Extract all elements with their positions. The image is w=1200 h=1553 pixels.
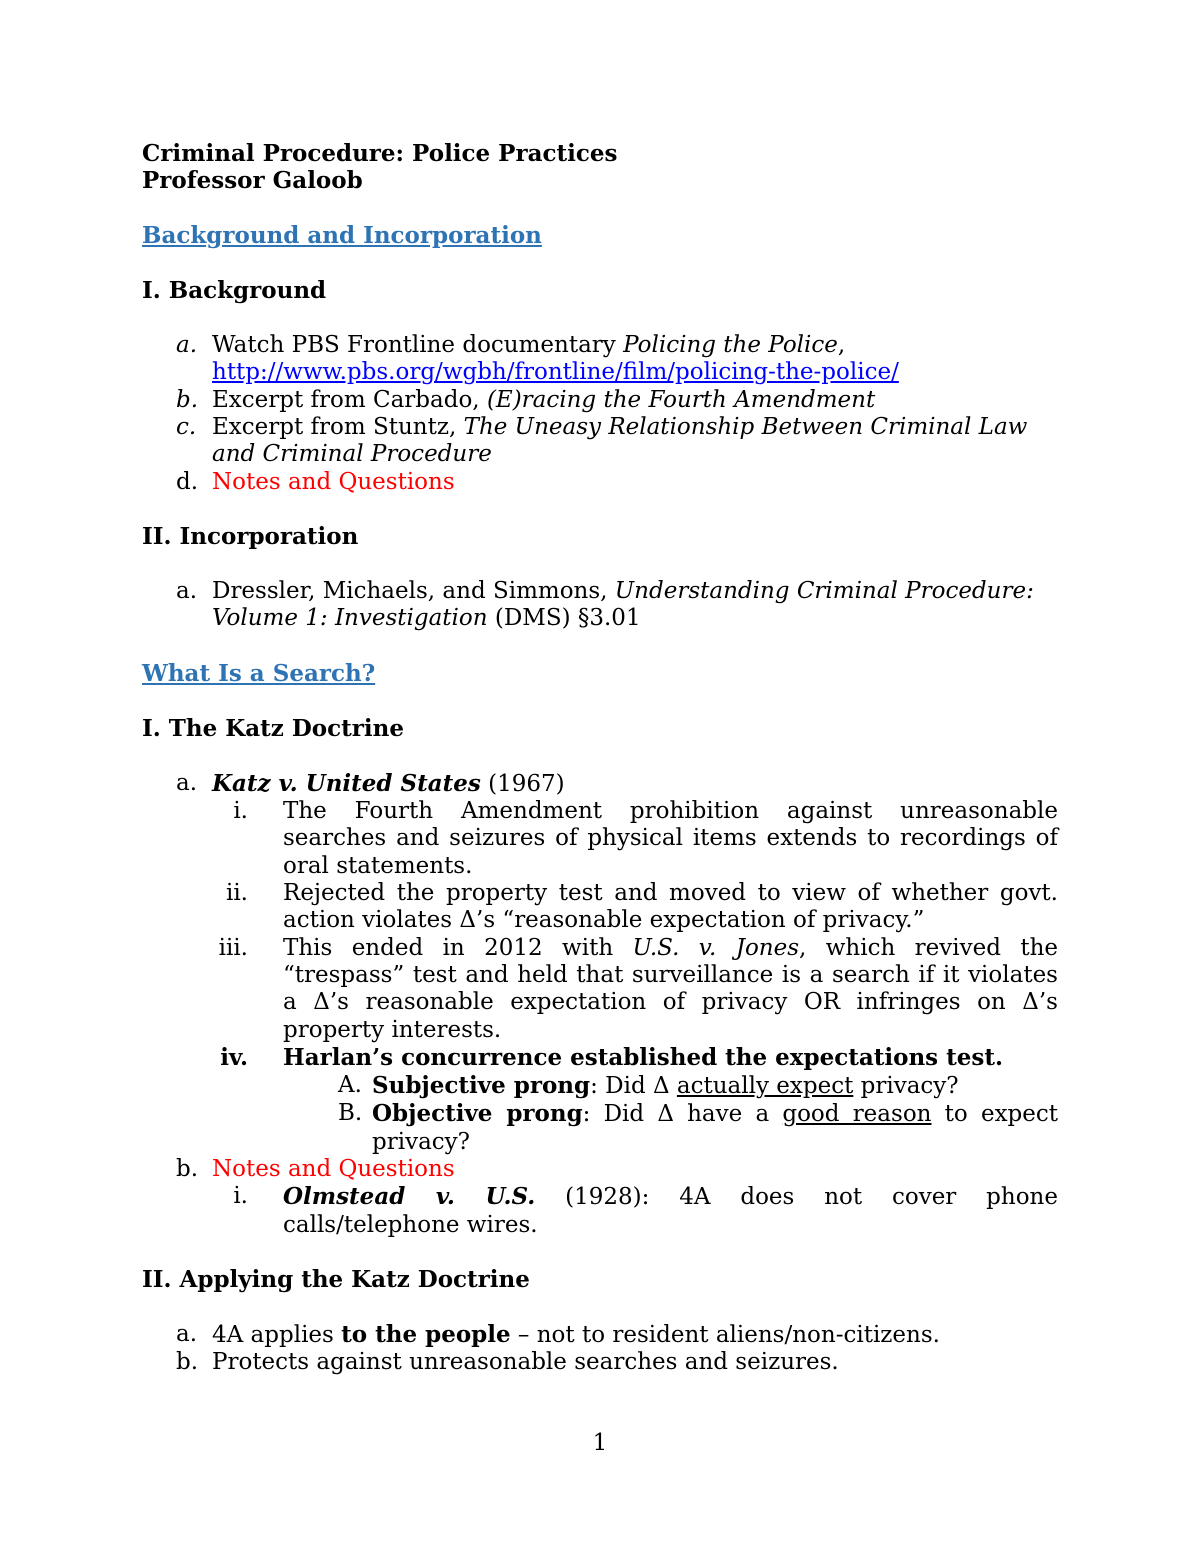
part-title-background: I. Background [142, 277, 327, 305]
list-marker: b. [176, 1155, 199, 1182]
list-item [142, 469, 1058, 496]
sub-list-item [142, 880, 1058, 935]
item-text: Excerpt from Stuntz, [212, 413, 464, 440]
list-item [142, 1321, 1058, 1349]
list-item [142, 770, 1058, 798]
item-text: (1928): 4A does not cover phone calls/telephone wires. [283, 1184, 1058, 1238]
emphasis-bold: to the people [341, 1320, 511, 1348]
work-title: (E)racing the Fourth Amendment [486, 386, 876, 413]
part-title-katz: I. The Katz Doctrine [142, 715, 404, 743]
prong-label: Subjective prong [372, 1072, 591, 1100]
item-text: Protects against unreasonable searches and seizures. [212, 1349, 839, 1376]
item-text: : Did Δ [590, 1073, 677, 1100]
sub-sub-list-item [142, 1072, 1058, 1100]
case-name: Katz v. United States [212, 769, 481, 797]
list-marker: a. [176, 769, 198, 796]
prong-label: Objective prong [372, 1100, 583, 1128]
item-text: The Fourth Amendment prohibition against unreasonable searches and seizures of physical items extends to recordings of oral statements. [283, 798, 1058, 879]
list-marker: i. [233, 798, 248, 825]
sub-list-item [142, 935, 1058, 1044]
work-title: The Uneasy Relationship Between Criminal Law and Criminal Procedure [212, 413, 1028, 468]
list-item [142, 578, 1058, 633]
list-marker: d. [176, 468, 199, 495]
sub-sub-list-item [142, 1100, 1058, 1156]
list-marker: a. [176, 332, 198, 359]
list-marker: ii. [225, 880, 248, 907]
document-page [142, 140, 1058, 1376]
list-item [142, 1349, 1058, 1376]
part-title-incorporation: II. Incorporation [142, 523, 359, 551]
list-marker: b. [176, 386, 199, 413]
list-item [142, 1156, 1058, 1183]
notes-questions-label: Notes and Questions [212, 1155, 455, 1182]
list-item [142, 332, 1058, 387]
item-text: Harlan’s concurrence established the expectations test. [283, 1043, 1003, 1071]
item-text: This ended in 2012 with [283, 934, 633, 961]
sub-list-item [142, 1044, 1058, 1072]
emphasis-underline: good reason [782, 1101, 932, 1128]
course-title: Criminal Procedure: Police Practices [142, 140, 618, 167]
list-marker: B. [338, 1100, 363, 1127]
notes-questions-label: Notes and Questions [212, 468, 455, 495]
item-text: Rejected the property test and moved to view of whether govt. action violates Δ’s “reasonable expectation of privacy.” [283, 880, 1058, 934]
page-number: 1 [592, 1430, 608, 1456]
list-item [142, 387, 1058, 414]
part-title-applying-katz: II. Applying the Katz Doctrine [142, 1266, 530, 1294]
item-text-tail: privacy? [853, 1073, 959, 1100]
item-text: Watch PBS Frontline documentary [212, 332, 624, 359]
item-text: : Did Δ have a [582, 1101, 783, 1128]
sub-list-item [142, 798, 1058, 880]
item-text-tail: (DMS) §3.01 [487, 605, 641, 632]
list-marker: iii. [218, 934, 248, 961]
list-marker: b. [176, 1349, 199, 1376]
work-title: Understanding Criminal Procedure: Volume 1: Investigation [212, 577, 1034, 632]
list-marker: iv. [220, 1043, 248, 1071]
sub-list-item [142, 1183, 1058, 1239]
section-heading-search[interactable]: What Is a Search? [142, 659, 376, 687]
item-text-tail: – not to resident aliens/non-citizens. [510, 1321, 940, 1348]
pbs-link[interactable]: http://www.pbs.org/wgbh/frontline/film/policing-the-police/ [212, 359, 899, 386]
case-name: Olmstead v. U.S. [283, 1183, 536, 1211]
list-marker: a. [176, 577, 198, 604]
item-text-tail: to expect privacy? [372, 1101, 1058, 1155]
punctuation: , [837, 332, 846, 359]
section-heading-background[interactable]: Background and Incorporation [142, 221, 542, 249]
list-marker: i. [233, 1183, 248, 1210]
case-year: (1967) [480, 770, 565, 797]
case-name: U.S. v. Jones [632, 934, 800, 961]
item-text: Dressler, Michaels, and Simmons, [212, 577, 615, 604]
list-marker: c. [176, 413, 197, 440]
professor-name: Professor Galoob [142, 167, 363, 195]
list-item [142, 414, 1058, 469]
list-marker: A. [338, 1072, 362, 1099]
emphasis-underline: actually expect [676, 1073, 854, 1100]
list-marker: a. [176, 1320, 198, 1347]
documentary-title: Policing the Police [623, 332, 838, 359]
item-text: 4A applies [212, 1321, 342, 1348]
item-text-tail: , which revived the “trespass” test and held that surveillance is a search if it violates a Δ’s reasonable expectation of privacy OR infringes on Δ’s property interests. [283, 934, 1059, 1043]
item-text: Excerpt from Carbado, [212, 386, 487, 413]
